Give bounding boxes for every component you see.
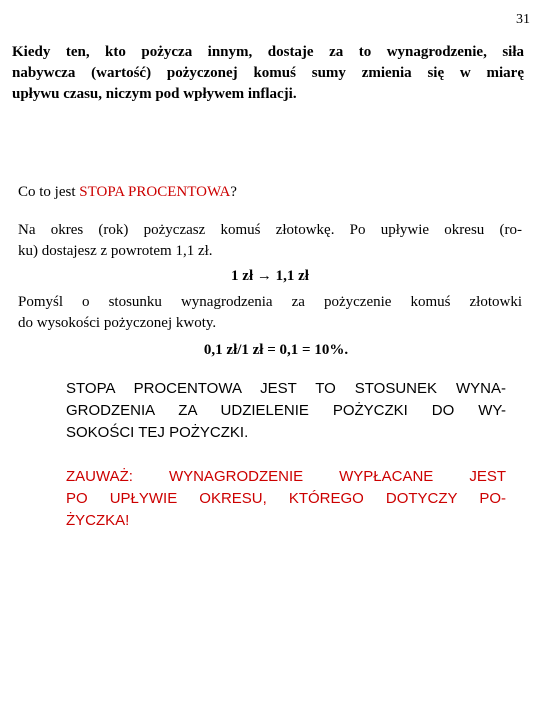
- definition-line: STOPA PROCENTOWA JEST TO STOSUNEK WYNA-: [66, 380, 506, 397]
- note-line: ZAUWAŻ: WYNAGRODZENIE WYPŁACANE JEST: [66, 468, 506, 485]
- ratio-line: do wysokości pożyczonej kwoty.: [18, 315, 217, 331]
- intro-line: Kiedy ten, kto pożycza innym, dostaje za to wynagrodzenie, siła: [12, 44, 524, 60]
- intro-line: upływu czasu, niczym pod wpływem inflacji.: [12, 86, 297, 102]
- loan-example-line: Na okres (rok) pożyczasz komuś złotowkę. Po upływie okresu (ro-: [18, 222, 522, 238]
- note-line: PO UPŁYWIE OKRESU, KTÓREGO DOTYCZY PO-: [66, 490, 506, 507]
- question-suffix: ?: [230, 184, 237, 200]
- loan-formula: 1 zł → 1,1 zł: [231, 268, 309, 284]
- note-line: ŻYCZKA!: [66, 512, 130, 529]
- loan-example-line: ku) dostajesz z powrotem 1,1 zł.: [18, 243, 213, 259]
- question-highlight: STOPA PROCENTOWA: [79, 184, 231, 200]
- page-number: 31: [516, 12, 530, 27]
- ratio-line: Pomyśl o stosunku wynagrodzenia za pożyczenie komuś złotowki: [18, 294, 522, 310]
- ratio-formula: 0,1 zł/1 zł = 0,1 = 10%.: [203, 342, 349, 358]
- definition-block: [66, 378, 506, 444]
- intro-line: nabywcza (wartość) pożyczonej komuś sumy zmienia się w miarę: [12, 65, 524, 81]
- definition-line: GRODZENIA ZA UDZIELENIE POŻYCZKI DO WY-: [66, 402, 506, 419]
- note-block: [66, 466, 506, 532]
- definition-line: SOKOŚCI TEJ POŻYCZKI.: [66, 424, 249, 441]
- loan-example-paragraph: [18, 220, 522, 262]
- question-prefix: Co to jest: [18, 184, 80, 200]
- intro-paragraph: [12, 42, 524, 105]
- question-heading: [18, 182, 522, 203]
- ratio-paragraph: [18, 292, 522, 334]
